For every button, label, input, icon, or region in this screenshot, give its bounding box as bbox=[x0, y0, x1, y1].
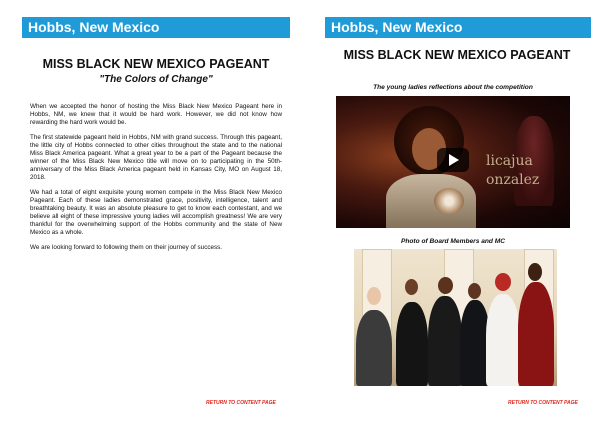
return-to-content-link[interactable]: RETURN TO CONTENT PAGE bbox=[508, 400, 578, 406]
photo-person-head bbox=[468, 283, 481, 299]
page-title: MISS BLACK NEW MEXICO PAGEANT bbox=[42, 57, 270, 71]
video-overlay-line: onzalez bbox=[486, 172, 540, 188]
photo-person-head bbox=[528, 263, 542, 281]
photo-person bbox=[486, 294, 520, 386]
video-player[interactable] bbox=[336, 96, 570, 228]
return-to-content-link[interactable]: RETURN TO CONTENT PAGE bbox=[206, 400, 276, 406]
play-icon[interactable] bbox=[437, 148, 469, 172]
page-subtitle: "The Colors of Change" bbox=[99, 74, 213, 85]
video-caption: The young ladies reflections about the competition bbox=[373, 84, 533, 91]
page-banner: Hobbs, New Mexico bbox=[325, 17, 591, 38]
photo-person bbox=[428, 296, 462, 386]
photo-person-head bbox=[405, 279, 418, 295]
article-body bbox=[30, 103, 282, 259]
photo-person-head bbox=[367, 287, 381, 305]
paragraph: The first statewide pageant held in Hobbs, NM with grand success. Through this pageant, the little city of Hobbs connected to other cities throughout the state and to the national Miss Black America pageant. What a great year to be a part of the Pageant because the winner of the Miss Black New Mexico title will move on to participating in the 50th-anniversary of the Miss Black America pageant held in Kansas City, MO on August 18, 2018. bbox=[30, 134, 282, 181]
video-overlay-line: licajua bbox=[486, 153, 533, 169]
photo-person-head bbox=[438, 277, 453, 294]
page-title: MISS BLACK NEW MEXICO PAGEANT bbox=[343, 48, 571, 62]
video-bouquet bbox=[434, 188, 464, 214]
photo-person bbox=[396, 302, 428, 386]
group-photo bbox=[354, 249, 557, 386]
photo-person-head bbox=[495, 273, 511, 291]
video-overlay-text bbox=[486, 152, 539, 190]
photo-person bbox=[356, 310, 392, 386]
paragraph: When we accepted the honor of hosting the Miss Black New Mexico Pageant here in Hobbs, NM, we knew that it would be hard work. However, we did not know how rewarding the hard work would be. bbox=[30, 103, 282, 126]
photo-person bbox=[518, 282, 554, 386]
right-page bbox=[300, 0, 600, 424]
page-banner: Hobbs, New Mexico bbox=[22, 17, 290, 38]
paragraph: We had a total of eight exquisite young women compete in the Miss Black New Mexico Pageant. Each of these ladies demonstrated grace, positivity, intelligence, talent and breathtaking beauty. It was an absolute pleasure to get to know each contestant, and we believe all eight of these impressive young ladies will accomplish greatness! We are very thankful for the overwhelming support of the Hobbs community and the state of New Mexico as a whole. bbox=[30, 189, 282, 236]
photo-caption: Photo of Board Members and MC bbox=[400, 238, 506, 245]
paragraph: We are looking forward to following them on their journey of success. bbox=[30, 244, 223, 251]
